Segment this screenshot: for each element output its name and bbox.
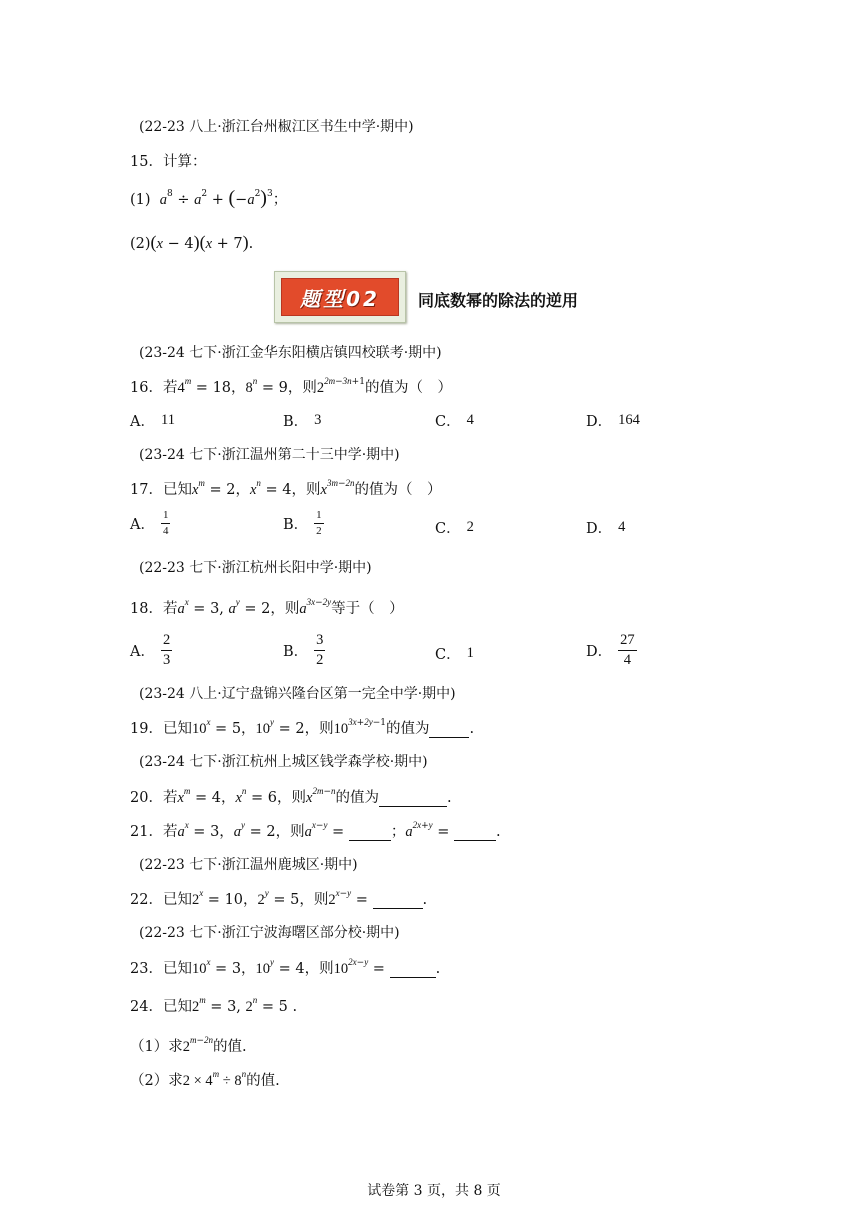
- fraction: $\frac{1}{2}$: [316, 509, 322, 537]
- fraction: $\frac{3}{2}$: [316, 632, 324, 668]
- section-title: 同底数幂的除法的逆用: [418, 291, 579, 310]
- question-22-stem: 22．已知$2^x = 10$，$2^y = 5$，则$2^{x-y}$ = .: [130, 888, 428, 908]
- question-18-option-d[interactable]: D． $\frac{27}{4}$: [586, 632, 635, 668]
- answer-blank[interactable]: [454, 826, 496, 841]
- question-18-stem: 18．若$a^x = 3$, $a^y = 2$，则$a^{3x-2y}$等于（ ）: [130, 597, 404, 617]
- fraction: $\frac{1}{4}$: [162, 509, 169, 537]
- source-note-q17: (23-24 七下·浙江温州第二十三中学·期中): [139, 447, 400, 463]
- question-16-stem: 16．若$4^m = 18$，$8^n = 9$，则$2^{2m-3n+1}$的值为（ ）: [130, 376, 452, 396]
- answer-blank[interactable]: [429, 723, 469, 738]
- question-17-stem: 17．已知$x^m = 2$，$x^n = 4$，则$x^{3m-2n}$的值为（ ）: [130, 478, 442, 498]
- answer-blank[interactable]: [390, 963, 436, 978]
- question-16-option-c[interactable]: C． 4: [435, 412, 474, 430]
- part-label: (1): [130, 192, 151, 208]
- question-16-option-a[interactable]: A． 11: [130, 412, 175, 430]
- source-note-q23: (22-23 七下·浙江宁波海曙区部分校·期中): [139, 925, 400, 941]
- source-note-q20: (23-24 七下·浙江杭州上城区钱学森学校·期中): [139, 754, 428, 770]
- source-note-q15: (22-23 八上·浙江台州椒江区书生中学·期中): [139, 119, 414, 135]
- question-15-part-2: [130, 232, 253, 253]
- section-badge: [274, 271, 406, 323]
- question-24-part-2: （2）求$2 \times 4^m \div 8^n$的值.: [130, 1069, 280, 1089]
- question-20-stem: 20．若$x^m = 4$，$x^n = 6$，则$x^{2m-n}$的值为 .: [130, 786, 452, 806]
- question-17-option-a[interactable]: A． $\frac{1}{4}$: [130, 509, 169, 537]
- source-note-q18: (22-23 七下·浙江杭州长阳中学·期中): [139, 560, 372, 576]
- question-24-part-1: （1）求$2^{m-2n}$的值.: [130, 1035, 247, 1055]
- question-24-stem: 24．已知$2^m = 3$, $2^n = 5$ .: [130, 995, 298, 1015]
- answer-blank[interactable]: [373, 894, 423, 909]
- question-15-stem: 15．计算：: [130, 154, 207, 170]
- question-18-option-b[interactable]: B． $\frac{3}{2}$: [283, 632, 324, 668]
- question-19-stem: 19．已知$10^x = 5$，$10^y = 2$，则$10^{3x+2y-1}$的值为 .: [130, 717, 475, 737]
- source-note-q16: (23-24 七下·浙江金华东阳横店镇四校联考·期中): [139, 345, 442, 361]
- answer-blank[interactable]: [379, 792, 447, 807]
- formula: $a^8 \div a^2 + (-a^2)^3$；: [159, 187, 288, 209]
- question-16-option-b[interactable]: B． 3: [283, 412, 322, 430]
- source-note-q22: (22-23 七下·浙江温州鹿城区·期中): [139, 857, 358, 873]
- question-16-option-d[interactable]: D． 164: [586, 412, 640, 430]
- question-17-option-d[interactable]: D． 4: [586, 519, 626, 537]
- part-label: (2): [130, 236, 151, 252]
- answer-blank[interactable]: [349, 826, 391, 841]
- fraction: $\frac{27}{4}$: [620, 632, 635, 668]
- page-footer: 试卷第 3 页，共 8 页: [367, 1183, 501, 1199]
- question-18-option-c[interactable]: C． 1: [435, 645, 474, 663]
- question-17-option-b[interactable]: B． $\frac{1}{2}$: [283, 509, 322, 537]
- question-17-option-c[interactable]: C． 2: [435, 519, 474, 537]
- question-15-part-1: [130, 187, 287, 210]
- question-23-stem: 23．已知$10^x = 3$，$10^y = 4$，则$10^{2x-y}$ = .: [130, 957, 441, 977]
- question-18-option-a[interactable]: A． $\frac{2}{3}$: [130, 632, 171, 668]
- source-note-q19: (23-24 八上·辽宁盘锦兴隆台区第一完全中学·期中): [139, 686, 456, 702]
- formula: (x − 4)(x + 7).: [150, 232, 254, 252]
- fraction: $\frac{2}{3}$: [162, 632, 171, 668]
- question-21-stem: 21．若$a^x = 3$，$a^y = 2$，则$a^{x-y}$ = ；$a^{2x+y}$ = .: [130, 820, 501, 840]
- section-badge-label: 题型02: [281, 278, 399, 316]
